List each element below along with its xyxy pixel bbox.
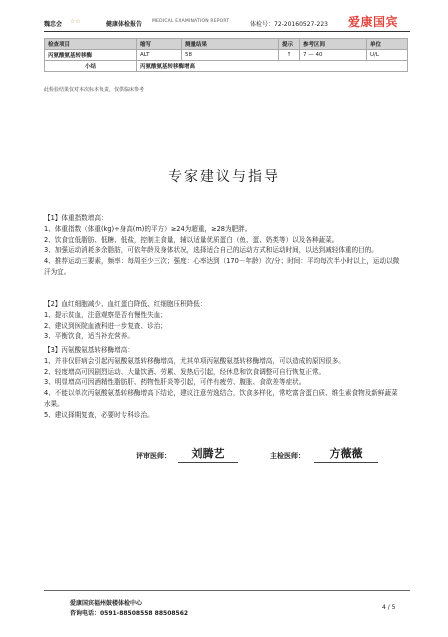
cell-unit: U/L [367, 50, 408, 61]
result-table [44, 38, 408, 72]
advice-line: 2、轻度增高可因剧烈运动、大量饮酒、劳累、发热后引起，经休息和饮食调整可自行恢复正常。 [44, 367, 326, 376]
cell-result: 58 [182, 50, 279, 61]
advice-line: 3、平衡饮食，适当补充营养。 [44, 332, 134, 341]
advice-section-alt [44, 345, 404, 421]
reviewer-signature: 刘腾艺 [178, 445, 238, 463]
advice-line: 3、明显增高可因酒精性脂肪肝、药物性肝炎等引起，可伴有疲劳、腹胀、食欲差等症状。 [44, 378, 306, 387]
col-header-result: 测量结果 [182, 39, 279, 50]
advice-line: 5、建议择期复查，必要时专科诊治。 [44, 410, 154, 419]
footer [70, 599, 188, 619]
star-icon: ☆☆ [70, 18, 81, 25]
advice-section-anemia [44, 299, 404, 342]
col-header-abbr: 缩写 [137, 39, 182, 50]
reviewer-label: 评审医师： [136, 452, 171, 460]
cell-abbr: ALT [137, 50, 182, 61]
advice-line: 2、饮食宜低脂肪、低糖、低盐，控制主食量，辅以适量优质蛋白（鱼、蛋、奶类等）以及各种蔬菜。 [44, 235, 339, 244]
cell-item: 丙氨酸氨基转移酶 [45, 50, 137, 61]
table-row [45, 50, 408, 61]
cell-range: 7 — 40 [300, 50, 367, 61]
section-heading: 【1】体重指数增高： [44, 214, 108, 222]
footer-divider [44, 590, 410, 591]
advice-line: 1、并非仅肝病会引起丙氨酸氨基转移酶增高，尤其单项丙氨酸氨基转移酶增高，可以造成的原因很多。 [44, 356, 345, 365]
chief-label: 主检医师： [270, 452, 305, 460]
footer-org: 爱康国宾福州鼓楼体检中心 [70, 600, 143, 607]
col-header-range: 参考区间 [300, 39, 367, 50]
advice-line: 4、不能以单次丙氨酸氨基转移酶增高下结论，建议注意劳逸结合，饮食多样化，常吃富含蛋白质、维生素食物及新鲜蔬菜水果。 [44, 389, 398, 408]
summary-label: 小结 [45, 61, 137, 72]
col-header-unit: 单位 [367, 39, 408, 50]
advice-line: 3、加强运动消耗多余脂肪，可依年龄及身体状况，选择适合自己的运动方式和运动时间，以达到减轻体重的目的。 [44, 246, 378, 255]
summary-text: 丙氨酸氨基转移酶增高 [137, 61, 408, 72]
cell-flag-up-arrow-icon: ↑ [279, 50, 300, 61]
report-subtitle: MEDICAL EXAMINATION REPORT [152, 19, 230, 24]
advice-line: 2、建议到医院血液科进一步复查、诊治； [44, 321, 167, 330]
header-divider [44, 31, 410, 32]
advice-section-bmi [44, 213, 404, 278]
col-header-flag: 提示 [279, 39, 300, 50]
summary-row [45, 61, 408, 72]
advice-line: 1、提示贫血，注意观察是否有慢性失血； [44, 310, 167, 319]
exam-number: 体检号：72-20160527-223 [250, 21, 328, 28]
footer-phone: 咨询电话：0591-88508558 88508562 [70, 610, 189, 617]
section-heading: 【2】血红细胞减少、血红蛋白降低、红细胞压积降低： [44, 300, 207, 308]
table-header-row [45, 39, 408, 50]
brand-logo: 爱康国宾 [348, 15, 399, 29]
page-header [44, 15, 410, 31]
chief-signature: 方薇薇 [314, 445, 378, 463]
page-title: 专家建议与指导 [168, 169, 280, 185]
page-number: 4 / 5 [382, 604, 396, 611]
section-heading: 【3】丙氨酸氨基转移酶增高： [44, 346, 134, 354]
advice-line: 4、推荐运动三要素，频率：每周至少三次；强度：心率达到（170－年龄）次/分；时间：平均每次半小时以上，运动以微汗为宜。 [44, 257, 400, 276]
col-header-item: 检查项目 [45, 39, 137, 50]
report-title: 健康体检报告 [106, 21, 143, 28]
advice-line: 1、体重指数（体重(kg)÷身高(m)的平方）≥24为超重，≥28为肥胖。 [44, 224, 252, 233]
patient-name: 魏忠会 [44, 21, 63, 28]
disclaimer: 此检验结果仅对本次标本负责，仅供临床参考 [44, 87, 145, 93]
